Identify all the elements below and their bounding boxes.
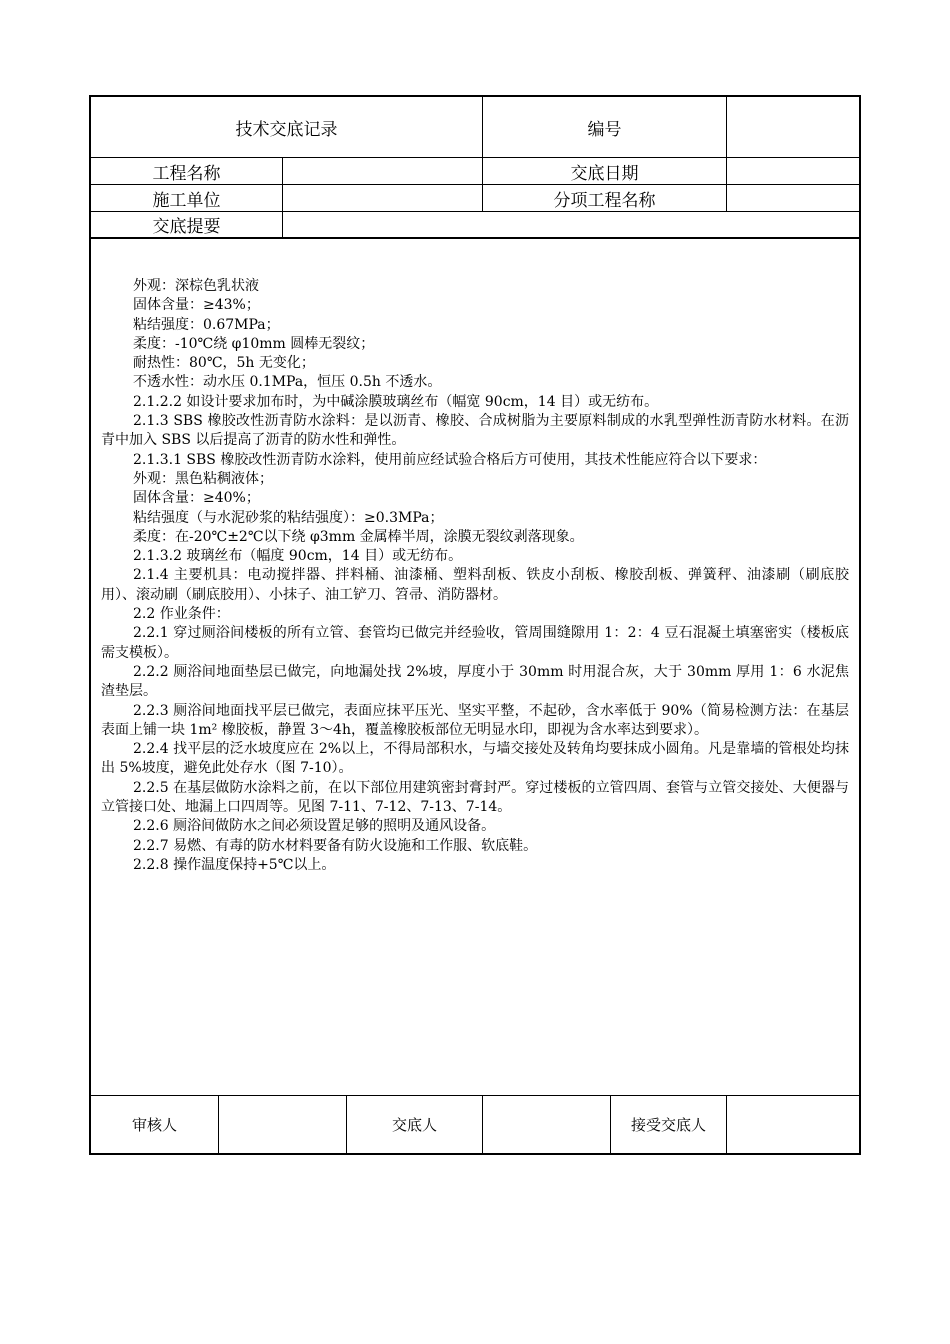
- content-paragraph: 固体含量：≥43%；: [133, 297, 260, 314]
- content-area: [91, 239, 859, 1096]
- content-paragraph: 粘结强度（与水泥砂浆的粘结强度）：≥0.3MPa；: [133, 509, 444, 526]
- subproject-value[interactable]: [727, 185, 859, 211]
- unit-label: 施工单位: [91, 185, 283, 211]
- content-paragraph: 2.1.4 主要机具：电动搅拌器、拌料桶、油漆桶、塑料刮板、铁皮小刮板、橡胶刮板、弹簧秤、油漆刷（刷底胶用）、滚动刷（刷底胶用）、小抹子、油工铲刀、笤帚、消防器材。: [101, 567, 849, 603]
- summary-label: 交底提要: [91, 212, 283, 237]
- disclosure-record-table: [89, 95, 861, 1155]
- content-paragraph: 2.2.5 在基层做防水涂料之前，在以下部位用建筑密封膏封严。穿过楼板的立管四周、套管与立管交接处、大便器与立管接口处、地漏上口四周等。见图 7-11、7-12、7-13、7-14。: [101, 779, 849, 816]
- summary-value[interactable]: [283, 212, 859, 237]
- content-paragraph: 2.2.3 厕浴间地面找平层已做完，表面应抹平压光、坚实平整，不起砂，含水率低于 90%（简易检测方法：在基层表面上铺一块 1m² 橡胶板，静置 3～4h，覆盖橡胶板部位无明显水印，即视为含水率达到要求）。: [101, 702, 849, 738]
- content-paragraph: 2.2.8 操作温度保持+5℃以上。: [133, 856, 336, 873]
- project-row: [91, 158, 859, 185]
- receiver-label: 接受交底人: [611, 1096, 727, 1153]
- content-text: [101, 277, 849, 875]
- date-label: 交底日期: [483, 158, 727, 184]
- number-value[interactable]: [727, 97, 859, 157]
- receiver-value[interactable]: [727, 1096, 859, 1153]
- content-paragraph: 不透水性：动水压 0.1MPa，恒压 0.5h 不透水。: [133, 374, 442, 391]
- document-title: 技术交底记录: [91, 97, 483, 157]
- unit-row: [91, 185, 859, 212]
- content-paragraph: 固体含量：≥40%；: [133, 490, 260, 507]
- content-paragraph: 外观：黑色粘稠液体；: [133, 470, 273, 487]
- content-paragraph: 柔度：-10℃绕 φ10mm 圆棒无裂纹；: [133, 335, 375, 352]
- header-row: [91, 97, 859, 158]
- content-paragraph: 2.2.6 厕浴间做防水之间必须设置足够的照明及通风设备。: [133, 818, 496, 835]
- content-paragraph: 2.1.3 SBS 橡胶改性沥青防水涂料：是以沥青、橡胶、合成树脂为主要原料制成的水乳型弹性沥青防水材料。在沥青中加入 SBS 以后提高了沥青的防水性和弹性。: [101, 413, 849, 449]
- subproject-label: 分项工程名称: [483, 185, 727, 211]
- reviewer-value[interactable]: [219, 1096, 347, 1153]
- date-value[interactable]: [727, 158, 859, 184]
- content-paragraph: 2.1.3.1 SBS 橡胶改性沥青防水涂料，使用前应经试验合格后方可使用，其技术性能应符合以下要求：: [133, 451, 767, 468]
- content-paragraph: 2.1.2.2 如设计要求加布时，为中碱涂膜玻璃丝布（幅宽 90cm，14 目）或无纺布。: [133, 393, 659, 410]
- content-paragraph: 耐热性：80℃，5h 无变化；: [133, 355, 315, 372]
- content-paragraph: 2.2 作业条件：: [133, 606, 230, 623]
- content-paragraph: 粘结强度：0.67MPa；: [133, 316, 280, 333]
- summary-row: [91, 212, 859, 239]
- content-paragraph: 2.2.2 厕浴间地面垫层已做完，向地漏处找 2%坡，厚度小于 30mm 时用混合灰，大于 30mm 厚用 1：6 水泥焦渣垫层。: [101, 663, 849, 700]
- number-label: 编号: [483, 97, 727, 157]
- project-name-value[interactable]: [283, 158, 483, 184]
- unit-value[interactable]: [283, 185, 483, 211]
- signature-row: [91, 1096, 859, 1153]
- content-paragraph: 2.1.3.2 玻璃丝布（幅度 90cm，14 目）或无纺布。: [133, 548, 463, 565]
- reviewer-label: 审核人: [91, 1096, 219, 1153]
- project-name-label: 工程名称: [91, 158, 283, 184]
- content-paragraph: 2.2.7 易燃、有毒的防水材料要备有防火设施和工作服、软底鞋。: [133, 837, 538, 854]
- discloser-label: 交底人: [347, 1096, 483, 1153]
- content-paragraph: 2.2.1 穿过厕浴间楼板的所有立管、套管均已做完并经验收，管周围缝隙用 1：2：4 豆石混凝土填塞密实（楼板底需支模板）。: [101, 625, 849, 661]
- discloser-value[interactable]: [483, 1096, 611, 1153]
- content-paragraph: 外观：深棕色乳状液: [133, 278, 259, 294]
- content-paragraph: 2.2.4 找平层的泛水坡度应在 2%以上，不得局部积水，与墙交接处及转角均要抹成小圆角。凡是靠墙的管根处均抹出 5%坡度，避免此处存水（图 7-10）。: [101, 741, 849, 777]
- content-paragraph: 柔度：在-20℃±2℃以下绕 φ3mm 金属棒半周，涂膜无裂纹剥落现象。: [133, 528, 584, 545]
